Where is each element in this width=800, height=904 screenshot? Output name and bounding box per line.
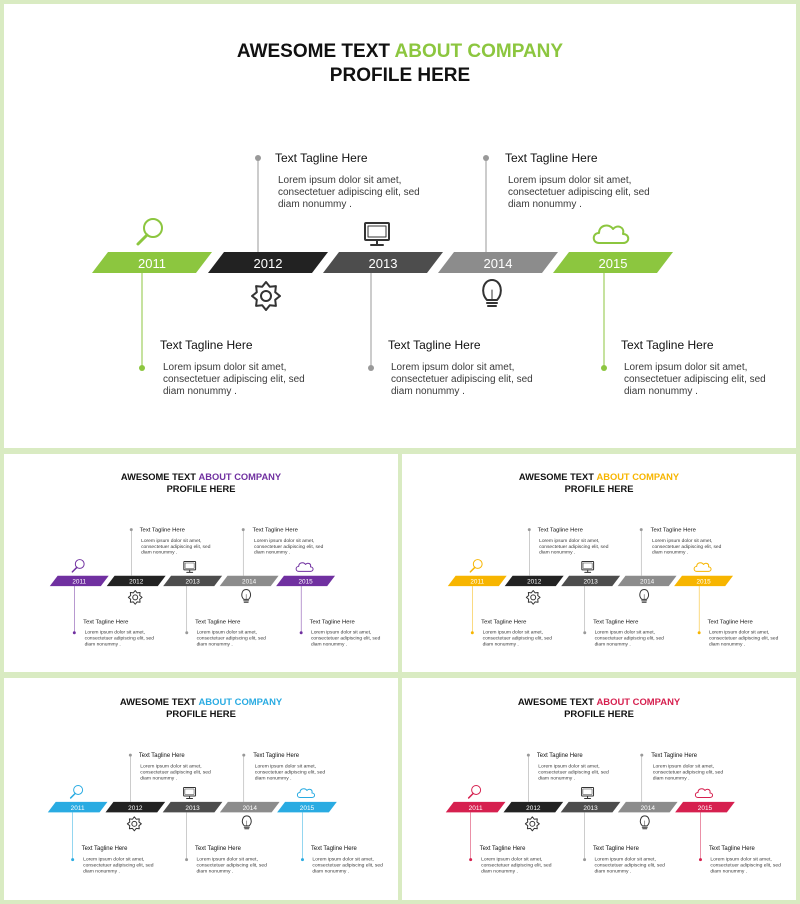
timeline-bar-2013 <box>163 802 223 812</box>
timeline-bar-2015 <box>675 802 735 812</box>
magnifier-icon <box>470 560 482 572</box>
milestone-note-2014 <box>242 753 325 802</box>
tagline: Text Tagline Here <box>536 753 583 760</box>
body-text-line: consectetuer adipiscing elit, sed <box>652 770 724 776</box>
timeline-bar-2012 <box>503 802 563 812</box>
body-text-line: Lorem ipsum dolor sit amet, <box>278 175 402 186</box>
lightbulb-icon <box>640 816 649 829</box>
body-text-line: diam nonummy . <box>624 386 698 397</box>
lightbulb-icon <box>242 590 251 603</box>
page-title <box>518 697 681 708</box>
milestone-note-2015 <box>698 586 779 647</box>
title-part1: AWESOME TEXT <box>236 41 395 62</box>
connector-dot <box>130 528 133 531</box>
timeline-bar-2011 <box>92 252 212 273</box>
page-title <box>120 697 283 708</box>
connector-dot <box>583 631 586 634</box>
connector-dot <box>185 858 188 861</box>
body-text-line: consectetuer adipiscing elit, sed <box>710 863 781 869</box>
milestone-note-2011 <box>469 812 552 874</box>
body-text-line: Lorem ipsum dolor sit amet, <box>481 857 543 863</box>
body-text-line: consectetuer adipiscing elit, sed <box>310 636 381 642</box>
connector-dot <box>527 754 530 757</box>
year-label: 2012 <box>527 578 542 586</box>
body-text-line: consectetuer adipiscing elit, sed <box>482 636 552 642</box>
title-part1: AWESOME TEXT <box>120 472 199 483</box>
timeline-bar-2015 <box>276 576 335 586</box>
milestone-note-2015 <box>300 586 381 647</box>
gear-icon <box>128 590 142 604</box>
tagline: Text Tagline Here <box>593 846 639 853</box>
tagline: Text Tagline Here <box>138 753 185 760</box>
body-text-line: diam nonummy . <box>83 869 120 875</box>
body-text-line: Lorem ipsum dolor sit amet, <box>140 764 202 770</box>
body-text-line: diam nonummy . <box>141 550 178 556</box>
body-text-line: consectetuer adipiscing elit, sed <box>312 863 383 869</box>
body-text-line: Lorem ipsum dolor sit amet, <box>254 538 315 544</box>
body-text-line: diam nonummy . <box>594 642 631 648</box>
year-label: 2011 <box>468 804 483 812</box>
connector-dot <box>699 858 702 861</box>
page-title <box>121 472 282 482</box>
body-text-line: Lorem ipsum dolor sit amet, <box>594 630 655 636</box>
milestone-note-2013 <box>185 812 267 874</box>
milestone-note-2012 <box>527 753 609 802</box>
body-text-line: Lorem ipsum dolor sit amet, <box>196 630 257 636</box>
body-text-line: Lorem ipsum dolor sit amet, <box>391 362 515 373</box>
body-text-line: Lorem ipsum dolor sit amet, <box>538 764 600 770</box>
title-highlight: ABOUT COMPANY <box>198 696 283 708</box>
body-text-line: Lorem ipsum dolor sit amet, <box>163 362 287 373</box>
year-label: 2014 <box>242 578 257 586</box>
body-text-line: diam nonummy . <box>481 869 518 875</box>
year-label: 2012 <box>253 256 283 271</box>
timeline-bar-2014 <box>438 252 558 273</box>
cloud-icon <box>297 789 314 798</box>
magnifier-icon <box>71 786 83 798</box>
connector-dot <box>368 365 374 371</box>
title-part1: AWESOME TEXT <box>119 696 199 708</box>
tagline: Text Tagline Here <box>195 846 241 853</box>
gear-icon <box>526 590 540 604</box>
body-text-line: consectetuer adipiscing elit, sed <box>163 374 305 385</box>
body-text-line: diam nonummy . <box>652 776 690 782</box>
timeline-bar-2014 <box>618 802 678 812</box>
slide-purple <box>4 454 398 672</box>
tagline: Text Tagline Here <box>309 619 355 626</box>
connector-dot <box>640 528 643 531</box>
connector-dot <box>483 155 489 161</box>
gear-icon <box>252 282 280 310</box>
tagline: Text Tagline Here <box>650 527 696 534</box>
tagline: Text Tagline Here <box>195 619 241 626</box>
timeline-bar-2014 <box>220 802 280 812</box>
body-text-line: Lorem ipsum dolor sit amet, <box>624 362 748 373</box>
year-label: 2013 <box>185 804 200 812</box>
body-text-line: Lorem ipsum dolor sit amet, <box>508 175 632 186</box>
milestone-note-2012 <box>129 753 211 802</box>
body-text-line: Lorem ipsum dolor sit amet, <box>196 857 258 863</box>
page-subtitle: PROFILE HERE <box>329 65 471 86</box>
body-text-line: diam nonummy . <box>594 869 632 875</box>
year-label: 2011 <box>70 804 85 812</box>
page-subtitle: PROFILE HERE <box>166 483 236 494</box>
body-text-line: diam nonummy . <box>391 386 465 397</box>
timeline-bar-2013 <box>561 576 620 586</box>
magnifier-icon <box>72 560 84 572</box>
connector-dot <box>469 858 472 861</box>
page-title <box>519 472 680 482</box>
timeline-bar-2014 <box>618 576 677 586</box>
body-text-line: diam nonummy . <box>254 776 292 782</box>
page-title <box>237 41 564 62</box>
body-text-line: consectetuer adipiscing elit, sed <box>196 636 266 642</box>
connector-dot <box>185 631 188 634</box>
milestone-note-2013 <box>368 273 533 397</box>
tagline: Text Tagline Here <box>651 753 698 760</box>
body-text-line: diam nonummy . <box>482 642 519 648</box>
body-text-line: consectetuer adipiscing elit, sed <box>539 544 609 550</box>
timeline-bar-2011 <box>50 576 109 586</box>
connector-dot <box>242 754 245 757</box>
monitor-icon <box>582 788 594 799</box>
gear-icon <box>525 817 539 831</box>
body-text-line: diam nonummy . <box>310 642 348 648</box>
tagline: Text Tagline Here <box>708 846 755 853</box>
timeline-graphic <box>402 454 796 672</box>
connector-dot <box>71 858 74 861</box>
timeline-bar-2011 <box>448 576 507 586</box>
timeline-bar-2011 <box>48 802 108 812</box>
timeline-bar-2013 <box>163 576 222 586</box>
year-label: 2013 <box>583 578 598 586</box>
slide-red <box>402 678 796 900</box>
year-label: 2013 <box>185 578 200 586</box>
body-text-line: diam nonummy . <box>84 642 121 648</box>
slide-blue <box>4 678 398 900</box>
milestone-note-2015 <box>699 812 781 874</box>
body-text-line: Lorem ipsum dolor sit amet, <box>310 630 372 636</box>
monitor-icon <box>365 223 389 245</box>
page-subtitle: PROFILE HERE <box>564 708 634 720</box>
timeline-graphic <box>4 454 398 672</box>
timeline-bar-2012 <box>208 252 328 273</box>
timeline-bar-2012 <box>107 576 166 586</box>
milestone-note-2011 <box>471 586 552 647</box>
milestone-note-2014 <box>242 528 324 576</box>
tagline: Text Tagline Here <box>252 527 298 534</box>
year-label: 2011 <box>470 578 485 586</box>
connector-dot <box>601 365 607 371</box>
body-text-line: consectetuer adipiscing elit, sed <box>594 636 664 642</box>
tagline: Text Tagline Here <box>593 619 639 626</box>
body-text-line: Lorem ipsum dolor sit amet, <box>84 630 145 636</box>
body-text-line: diam nonummy . <box>539 550 576 556</box>
milestone-note-2014 <box>640 528 722 576</box>
year-label: 2014 <box>483 256 513 271</box>
body-text-line: diam nonummy . <box>652 550 689 556</box>
magnifier-icon <box>469 786 481 798</box>
body-text-line: consectetuer adipiscing elit, sed <box>481 863 552 869</box>
body-text-line: diam nonummy . <box>708 642 746 648</box>
milestone-note-2014 <box>640 753 723 802</box>
body-text-line: consectetuer adipiscing elit, sed <box>594 863 665 869</box>
body-text-line: consectetuer adipiscing elit, sed <box>652 544 722 550</box>
timeline-bar-2015 <box>674 576 733 586</box>
body-text-line: diam nonummy . <box>196 642 233 648</box>
timeline-bar-2014 <box>220 576 279 586</box>
lightbulb-icon <box>483 280 501 306</box>
milestone-note-2015 <box>601 273 766 397</box>
connector-dot <box>129 754 132 757</box>
year-label: 2012 <box>129 578 144 586</box>
monitor-icon <box>184 562 196 573</box>
body-text-line: diam nonummy . <box>140 776 178 782</box>
body-text-line: Lorem ipsum dolor sit amet, <box>708 630 770 636</box>
milestone-note-2012 <box>528 528 609 576</box>
body-text-line: diam nonummy . <box>254 550 291 556</box>
connector-dot <box>242 528 245 531</box>
body-text-line: diam nonummy . <box>312 869 350 875</box>
body-text-line: consectetuer adipiscing elit, sed <box>708 636 779 642</box>
tagline: Text Tagline Here <box>81 846 128 853</box>
body-text-line: consectetuer adipiscing elit, sed <box>508 187 650 198</box>
year-label: 2013 <box>583 804 598 812</box>
connector-dot <box>640 754 643 757</box>
monitor-icon <box>184 788 196 799</box>
body-text-line: diam nonummy . <box>538 776 576 782</box>
timeline-graphic <box>402 678 796 900</box>
timeline-bar-2012 <box>505 576 564 586</box>
body-text-line: consectetuer adipiscing elit, sed <box>84 636 154 642</box>
body-text-line: Lorem ipsum dolor sit amet, <box>710 857 772 863</box>
connector-dot <box>698 631 701 634</box>
body-text-line: Lorem ipsum dolor sit amet, <box>652 538 713 544</box>
tagline: Text Tagline Here <box>479 846 526 853</box>
title-part1: AWESOME TEXT <box>517 696 597 708</box>
timeline-bar-2013 <box>561 802 621 812</box>
body-text-line: consectetuer adipiscing elit, sed <box>254 544 324 550</box>
body-text-line: Lorem ipsum dolor sit amet, <box>312 857 374 863</box>
tagline: Text Tagline Here <box>275 151 368 165</box>
timeline-bar-2013 <box>323 252 443 273</box>
milestone-note-2015 <box>301 812 383 874</box>
body-text-line: consectetuer adipiscing elit, sed <box>196 863 267 869</box>
body-text-line: consectetuer adipiscing elit, sed <box>83 863 154 869</box>
body-text-line: diam nonummy . <box>163 386 237 397</box>
tagline: Text Tagline Here <box>505 151 598 165</box>
timeline-graphic <box>4 4 796 448</box>
connector-dot <box>471 631 474 634</box>
connector-dot <box>139 365 145 371</box>
connector-dot <box>583 858 586 861</box>
timeline-graphic <box>4 678 398 900</box>
year-label: 2014 <box>640 578 655 586</box>
tagline: Text Tagline Here <box>707 619 753 626</box>
lightbulb-icon <box>242 816 251 829</box>
tagline: Text Tagline Here <box>139 527 185 534</box>
title-highlight: ABOUT COMPANY <box>198 472 282 483</box>
tagline: Text Tagline Here <box>310 846 357 853</box>
body-text-line: diam nonummy . <box>196 869 234 875</box>
gear-icon <box>127 817 141 831</box>
timeline-bar-2012 <box>105 802 165 812</box>
body-text-line: consectetuer adipiscing elit, sed <box>278 187 420 198</box>
year-label: 2015 <box>697 804 713 812</box>
title-highlight: ABOUT COMPANY <box>596 472 680 483</box>
cloud-icon <box>695 789 712 798</box>
milestone-note-2011 <box>139 273 305 397</box>
milestone-note-2014 <box>483 151 650 252</box>
body-text-line: Lorem ipsum dolor sit amet, <box>141 538 202 544</box>
year-label: 2012 <box>128 804 143 812</box>
body-text-line: Lorem ipsum dolor sit amet, <box>652 764 715 770</box>
year-label: 2015 <box>696 578 711 586</box>
connector-dot <box>73 631 76 634</box>
milestone-note-2011 <box>71 812 154 874</box>
title-part1: AWESOME TEXT <box>518 472 597 483</box>
connector-dot <box>300 631 303 634</box>
body-text-line: Lorem ipsum dolor sit amet, <box>254 764 317 770</box>
tagline: Text Tagline Here <box>160 338 253 352</box>
tagline: Text Tagline Here <box>388 338 481 352</box>
cloud-icon <box>594 226 629 243</box>
page-subtitle: PROFILE HERE <box>564 483 634 494</box>
milestone-note-2013 <box>583 812 665 874</box>
milestone-note-2012 <box>255 151 420 252</box>
body-text-line: diam nonummy . <box>508 199 582 210</box>
milestone-note-2013 <box>185 586 266 647</box>
tagline: Text Tagline Here <box>253 753 300 760</box>
slide-green <box>4 4 796 448</box>
year-label: 2011 <box>72 578 87 586</box>
milestone-note-2013 <box>583 586 664 647</box>
connector-dot <box>301 858 304 861</box>
slide-yellow <box>402 454 796 672</box>
body-text-line: consectetuer adipiscing elit, sed <box>538 770 609 776</box>
body-text-line: diam nonummy . <box>710 869 748 875</box>
year-label: 2011 <box>138 256 166 271</box>
timeline-bar-2015 <box>553 252 673 273</box>
body-text-line: Lorem ipsum dolor sit amet, <box>539 538 600 544</box>
body-text-line: consectetuer adipiscing elit, sed <box>141 544 211 550</box>
body-text-line: Lorem ipsum dolor sit amet, <box>83 857 145 863</box>
year-label: 2015 <box>299 804 315 812</box>
milestone-note-2012 <box>130 528 211 576</box>
timeline-bar-2015 <box>277 802 337 812</box>
tagline: Text Tagline Here <box>481 619 527 626</box>
tagline: Text Tagline Here <box>83 619 129 626</box>
body-text-line: consectetuer adipiscing elit, sed <box>624 374 766 385</box>
cloud-icon <box>694 563 711 572</box>
body-text-line: consectetuer adipiscing elit, sed <box>254 770 326 776</box>
tagline: Text Tagline Here <box>537 527 583 534</box>
year-label: 2012 <box>526 804 541 812</box>
timeline-bar-2011 <box>446 802 506 812</box>
year-label: 2015 <box>598 256 628 271</box>
page-subtitle: PROFILE HERE <box>166 708 236 720</box>
body-text-line: consectetuer adipiscing elit, sed <box>391 374 533 385</box>
title-highlight: ABOUT COMPANY <box>596 696 681 708</box>
body-text-line: diam nonummy . <box>278 199 352 210</box>
body-text-line: consectetuer adipiscing elit, sed <box>140 770 211 776</box>
year-label: 2014 <box>242 804 257 812</box>
cloud-icon <box>296 563 313 572</box>
year-label: 2014 <box>640 804 655 812</box>
year-label: 2013 <box>368 256 398 271</box>
magnifier-icon <box>138 219 162 244</box>
connector-dot <box>528 528 531 531</box>
monitor-icon <box>582 562 594 573</box>
connector-dot <box>255 155 261 161</box>
milestone-note-2011 <box>73 586 154 647</box>
tagline: Text Tagline Here <box>621 338 714 352</box>
body-text-line: Lorem ipsum dolor sit amet, <box>594 857 656 863</box>
title-highlight: ABOUT COMPANY <box>394 41 564 62</box>
year-label: 2015 <box>298 578 313 586</box>
body-text-line: Lorem ipsum dolor sit amet, <box>482 630 543 636</box>
lightbulb-icon <box>640 590 649 603</box>
